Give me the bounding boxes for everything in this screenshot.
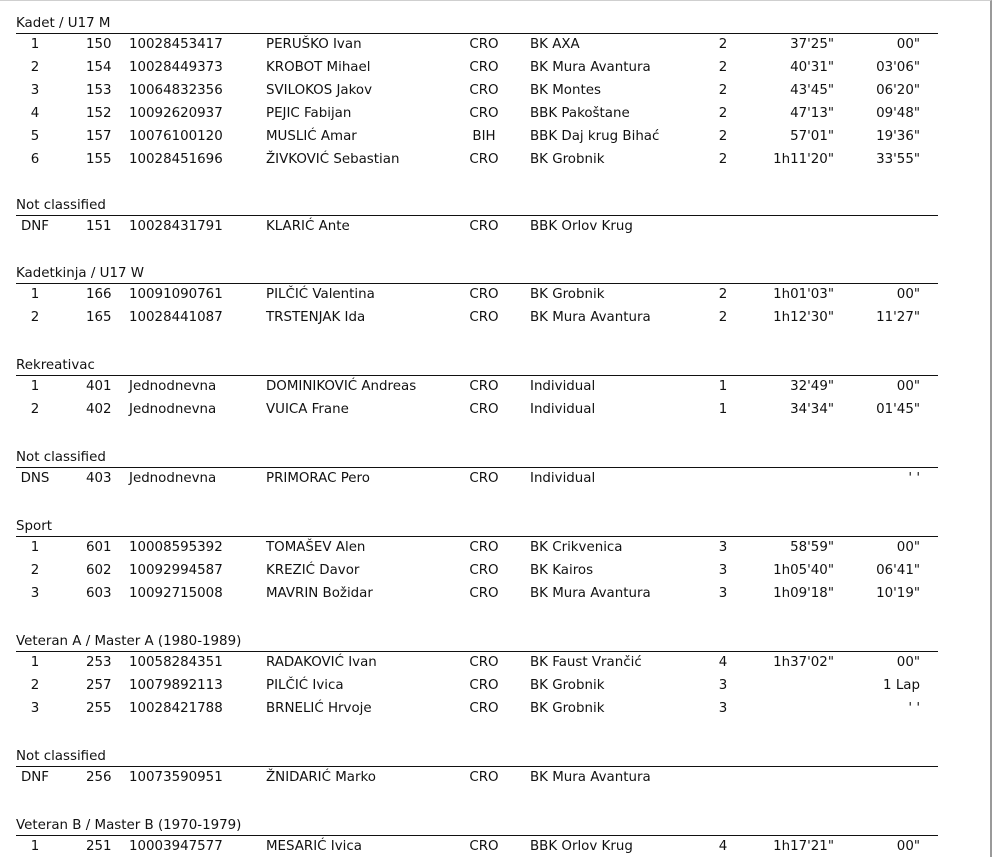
cell-nat: CRO (469, 83, 499, 98)
cell-nat: CRO (469, 287, 499, 302)
cell-gap: 06'20" (876, 83, 920, 98)
cell-bib: 251 (86, 839, 112, 854)
section-title: Veteran B / Master B (1970-1979) (16, 818, 242, 833)
cell-team: BBK Orlov Krug (530, 839, 633, 854)
cell-gap: 01'45" (876, 402, 920, 417)
section-divider (16, 283, 938, 284)
cell-uci: 10079892113 (129, 678, 223, 693)
cell-nat: CRO (469, 701, 499, 716)
cell-uci: 10028441087 (129, 310, 223, 325)
cell-name: PEJIC Fabijan (266, 106, 352, 121)
cell-team: BBK Orlov Krug (530, 219, 633, 234)
cell-name: KROBOT Mihael (266, 60, 371, 75)
cell-rank: 1 (30, 37, 40, 52)
cell-gap: 03'06" (876, 60, 920, 75)
cell-gap: 00" (896, 379, 920, 394)
cell-bib: 152 (86, 106, 112, 121)
cell-team: BK Montes (530, 83, 601, 98)
section-divider (16, 651, 938, 652)
cell-time: 1h11'20" (773, 152, 834, 167)
cell-uci: Jednodnevna (129, 471, 217, 486)
result-row (0, 379, 940, 401)
cell-name: VUICA Frane (266, 402, 349, 417)
cell-time: 1h12'30" (773, 310, 834, 325)
result-row (0, 152, 940, 174)
cell-team: BK Mura Avantura (530, 60, 651, 75)
cell-bib: 151 (86, 219, 112, 234)
cell-nat: CRO (469, 402, 499, 417)
cell-nat: CRO (469, 471, 499, 486)
cell-bib: 603 (86, 586, 112, 601)
cell-name: ŽNIDARIĆ Marko (266, 770, 376, 785)
cell-rank: 2 (30, 402, 40, 417)
cell-uci: 10003947577 (129, 839, 223, 854)
cell-name: MAVRIN Božidar (266, 586, 373, 601)
cell-nat: CRO (469, 106, 499, 121)
cell-time: 1h37'02" (773, 655, 834, 670)
cell-gap: 09'48" (876, 106, 920, 121)
result-row (0, 839, 940, 861)
cell-laps: 2 (718, 129, 728, 144)
cell-laps: 2 (718, 37, 728, 52)
cell-name: PERUŠKO Ivan (266, 37, 362, 52)
cell-rank: 2 (30, 310, 40, 325)
section-title: Not classified (16, 749, 106, 764)
cell-nat: CRO (469, 60, 499, 75)
cell-time: 1h17'21" (773, 839, 834, 854)
cell-rank: 2 (30, 60, 40, 75)
cell-team: BK Grobnik (530, 701, 605, 716)
cell-bib: 601 (86, 540, 112, 555)
result-row (0, 770, 940, 792)
cell-uci: 10091090761 (129, 287, 223, 302)
cell-name: MESARIĆ Ivica (266, 839, 362, 854)
result-row (0, 678, 940, 700)
cell-team: BBK Pakoštane (530, 106, 630, 121)
cell-laps: 2 (718, 106, 728, 121)
cell-bib: 157 (86, 129, 112, 144)
cell-laps: 3 (718, 563, 728, 578)
cell-nat: CRO (469, 563, 499, 578)
cell-laps: 3 (718, 540, 728, 555)
cell-nat: CRO (469, 655, 499, 670)
section-divider (16, 375, 938, 376)
cell-team: BK Faust Vrančić (530, 655, 642, 670)
cell-time: 1h09'18" (773, 586, 834, 601)
cell-laps: 2 (718, 310, 728, 325)
result-row (0, 310, 940, 332)
cell-team: BK Crikvenica (530, 540, 623, 555)
cell-nat: CRO (469, 37, 499, 52)
cell-laps: 1 (718, 379, 728, 394)
cell-rank: 6 (30, 152, 40, 167)
cell-team: BBK Daj krug Bihać (530, 129, 660, 144)
cell-nat: CRO (469, 379, 499, 394)
cell-bib: 402 (86, 402, 112, 417)
result-row (0, 60, 940, 82)
cell-rank: 4 (30, 106, 40, 121)
cell-team: BK AXA (530, 37, 580, 52)
cell-time: 40'31" (790, 60, 834, 75)
cell-time: 58'59" (790, 540, 834, 555)
cell-rank: DNF (20, 770, 50, 785)
cell-team: BK Grobnik (530, 678, 605, 693)
result-row (0, 287, 940, 309)
cell-name: DOMINIKOVIĆ Andreas (266, 379, 417, 394)
cell-uci: 10028451696 (129, 152, 223, 167)
cell-team: BK Mura Avantura (530, 310, 651, 325)
cell-gap: 00" (896, 839, 920, 854)
cell-laps: 2 (718, 83, 728, 98)
cell-bib: 166 (86, 287, 112, 302)
cell-bib: 256 (86, 770, 112, 785)
cell-rank: 2 (30, 563, 40, 578)
cell-gap: 19'36" (876, 129, 920, 144)
cell-uci: 10092715008 (129, 586, 223, 601)
section-divider (16, 467, 938, 468)
section-title: Rekreativac (16, 358, 95, 373)
cell-gap: ' ' (908, 471, 920, 486)
cell-laps: 3 (718, 678, 728, 693)
cell-rank: 3 (30, 83, 40, 98)
section-divider (16, 536, 938, 537)
cell-laps: 4 (718, 655, 728, 670)
section-title: Kadet / U17 M (16, 16, 111, 31)
cell-time: 1h05'40" (773, 563, 834, 578)
cell-bib: 153 (86, 83, 112, 98)
cell-nat: CRO (469, 540, 499, 555)
cell-gap: 00" (896, 37, 920, 52)
cell-rank: DNF (20, 219, 50, 234)
cell-rank: DNS (20, 471, 50, 486)
cell-gap: ' ' (908, 701, 920, 716)
cell-nat: CRO (469, 678, 499, 693)
cell-laps: 2 (718, 287, 728, 302)
cell-uci: 10028449373 (129, 60, 223, 75)
cell-time: 37'25" (790, 37, 834, 52)
cell-name: MUSLIĆ Amar (266, 129, 357, 144)
cell-name: ŽIVKOVIĆ Sebastian (266, 152, 400, 167)
cell-name: PRIMORAC Pero (266, 471, 370, 486)
cell-rank: 1 (30, 839, 40, 854)
section-divider (16, 215, 938, 216)
cell-name: PILČIĆ Valentina (266, 287, 375, 302)
cell-uci: Jednodnevna (129, 402, 217, 417)
cell-laps: 2 (718, 152, 728, 167)
result-row (0, 471, 940, 493)
cell-team: BK Mura Avantura (530, 770, 651, 785)
cell-uci: 10092620937 (129, 106, 223, 121)
cell-name: KREZIĆ Davor (266, 563, 360, 578)
cell-nat: BIH (472, 129, 496, 144)
cell-rank: 2 (30, 678, 40, 693)
cell-gap: 1 Lap (883, 678, 920, 693)
cell-uci: 10092994587 (129, 563, 223, 578)
cell-uci: 10028431791 (129, 219, 223, 234)
cell-rank: 3 (30, 586, 40, 601)
cell-team: Individual (530, 379, 596, 394)
cell-laps: 1 (718, 402, 728, 417)
cell-gap: 00" (896, 655, 920, 670)
cell-bib: 255 (86, 701, 112, 716)
cell-time: 32'49" (790, 379, 834, 394)
cell-rank: 5 (30, 129, 40, 144)
cell-time: 57'01" (790, 129, 834, 144)
cell-bib: 401 (86, 379, 112, 394)
section-divider (16, 33, 938, 34)
cell-team: Individual (530, 402, 596, 417)
cell-uci: 10076100120 (129, 129, 223, 144)
result-row (0, 586, 940, 608)
cell-uci: 10073590951 (129, 770, 223, 785)
section-title: Not classified (16, 450, 106, 465)
cell-team: BK Grobnik (530, 287, 605, 302)
cell-name: KLARIĆ Ante (266, 219, 350, 234)
section-divider (16, 766, 938, 767)
cell-bib: 257 (86, 678, 112, 693)
cell-uci: Jednodnevna (129, 379, 217, 394)
cell-rank: 3 (30, 701, 40, 716)
result-row (0, 563, 940, 585)
cell-bib: 154 (86, 60, 112, 75)
cell-gap: 00" (896, 287, 920, 302)
section-divider (16, 835, 938, 836)
result-row (0, 402, 940, 424)
cell-gap: 11'27" (876, 310, 920, 325)
cell-nat: CRO (469, 219, 499, 234)
cell-team: BK Grobnik (530, 152, 605, 167)
cell-name: TRSTENJAK Ida (266, 310, 366, 325)
cell-rank: 1 (30, 655, 40, 670)
cell-team: Individual (530, 471, 596, 486)
cell-team: BK Kairos (530, 563, 594, 578)
cell-name: SVILOKOS Jakov (266, 83, 373, 98)
cell-laps: 2 (718, 60, 728, 75)
cell-gap: 00" (896, 540, 920, 555)
cell-laps: 3 (718, 586, 728, 601)
cell-bib: 155 (86, 152, 112, 167)
cell-team: BK Mura Avantura (530, 586, 651, 601)
cell-bib: 165 (86, 310, 112, 325)
cell-rank: 1 (30, 287, 40, 302)
cell-uci: 10064832356 (129, 83, 223, 98)
cell-name: RADAKOVIĆ Ivan (266, 655, 377, 670)
section-title: Kadetkinja / U17 W (16, 266, 144, 281)
cell-gap: 33'55" (876, 152, 920, 167)
cell-nat: CRO (469, 770, 499, 785)
cell-gap: 06'41" (876, 563, 920, 578)
section-title: Not classified (16, 198, 106, 213)
cell-bib: 602 (86, 563, 112, 578)
section-title: Sport (16, 519, 52, 534)
cell-uci: 10058284351 (129, 655, 223, 670)
result-row (0, 83, 940, 105)
cell-time: 43'45" (790, 83, 834, 98)
cell-nat: CRO (469, 586, 499, 601)
cell-gap: 10'19" (876, 586, 920, 601)
cell-uci: 10028421788 (129, 701, 223, 716)
cell-rank: 1 (30, 540, 40, 555)
cell-time: 34'34" (790, 402, 834, 417)
cell-uci: 10028453417 (129, 37, 223, 52)
section-title: Veteran A / Master A (1980-1989) (16, 634, 242, 649)
result-row (0, 219, 940, 241)
cell-rank: 1 (30, 379, 40, 394)
cell-nat: CRO (469, 310, 499, 325)
cell-bib: 403 (86, 471, 112, 486)
cell-time: 47'13" (790, 106, 834, 121)
cell-uci: 10008595392 (129, 540, 223, 555)
cell-time: 1h01'03" (773, 287, 834, 302)
cell-name: BRNELIĆ Hrvoje (266, 701, 372, 716)
cell-name: TOMAŠEV Alen (266, 540, 366, 555)
result-row (0, 106, 940, 128)
cell-laps: 3 (718, 701, 728, 716)
cell-nat: CRO (469, 839, 499, 854)
cell-name: PILČIĆ Ivica (266, 678, 344, 693)
cell-laps: 4 (718, 839, 728, 854)
result-row (0, 701, 940, 723)
cell-bib: 253 (86, 655, 112, 670)
result-row (0, 655, 940, 677)
result-row (0, 540, 940, 562)
cell-nat: CRO (469, 152, 499, 167)
result-row (0, 129, 940, 151)
result-row (0, 37, 940, 59)
cell-bib: 150 (86, 37, 112, 52)
